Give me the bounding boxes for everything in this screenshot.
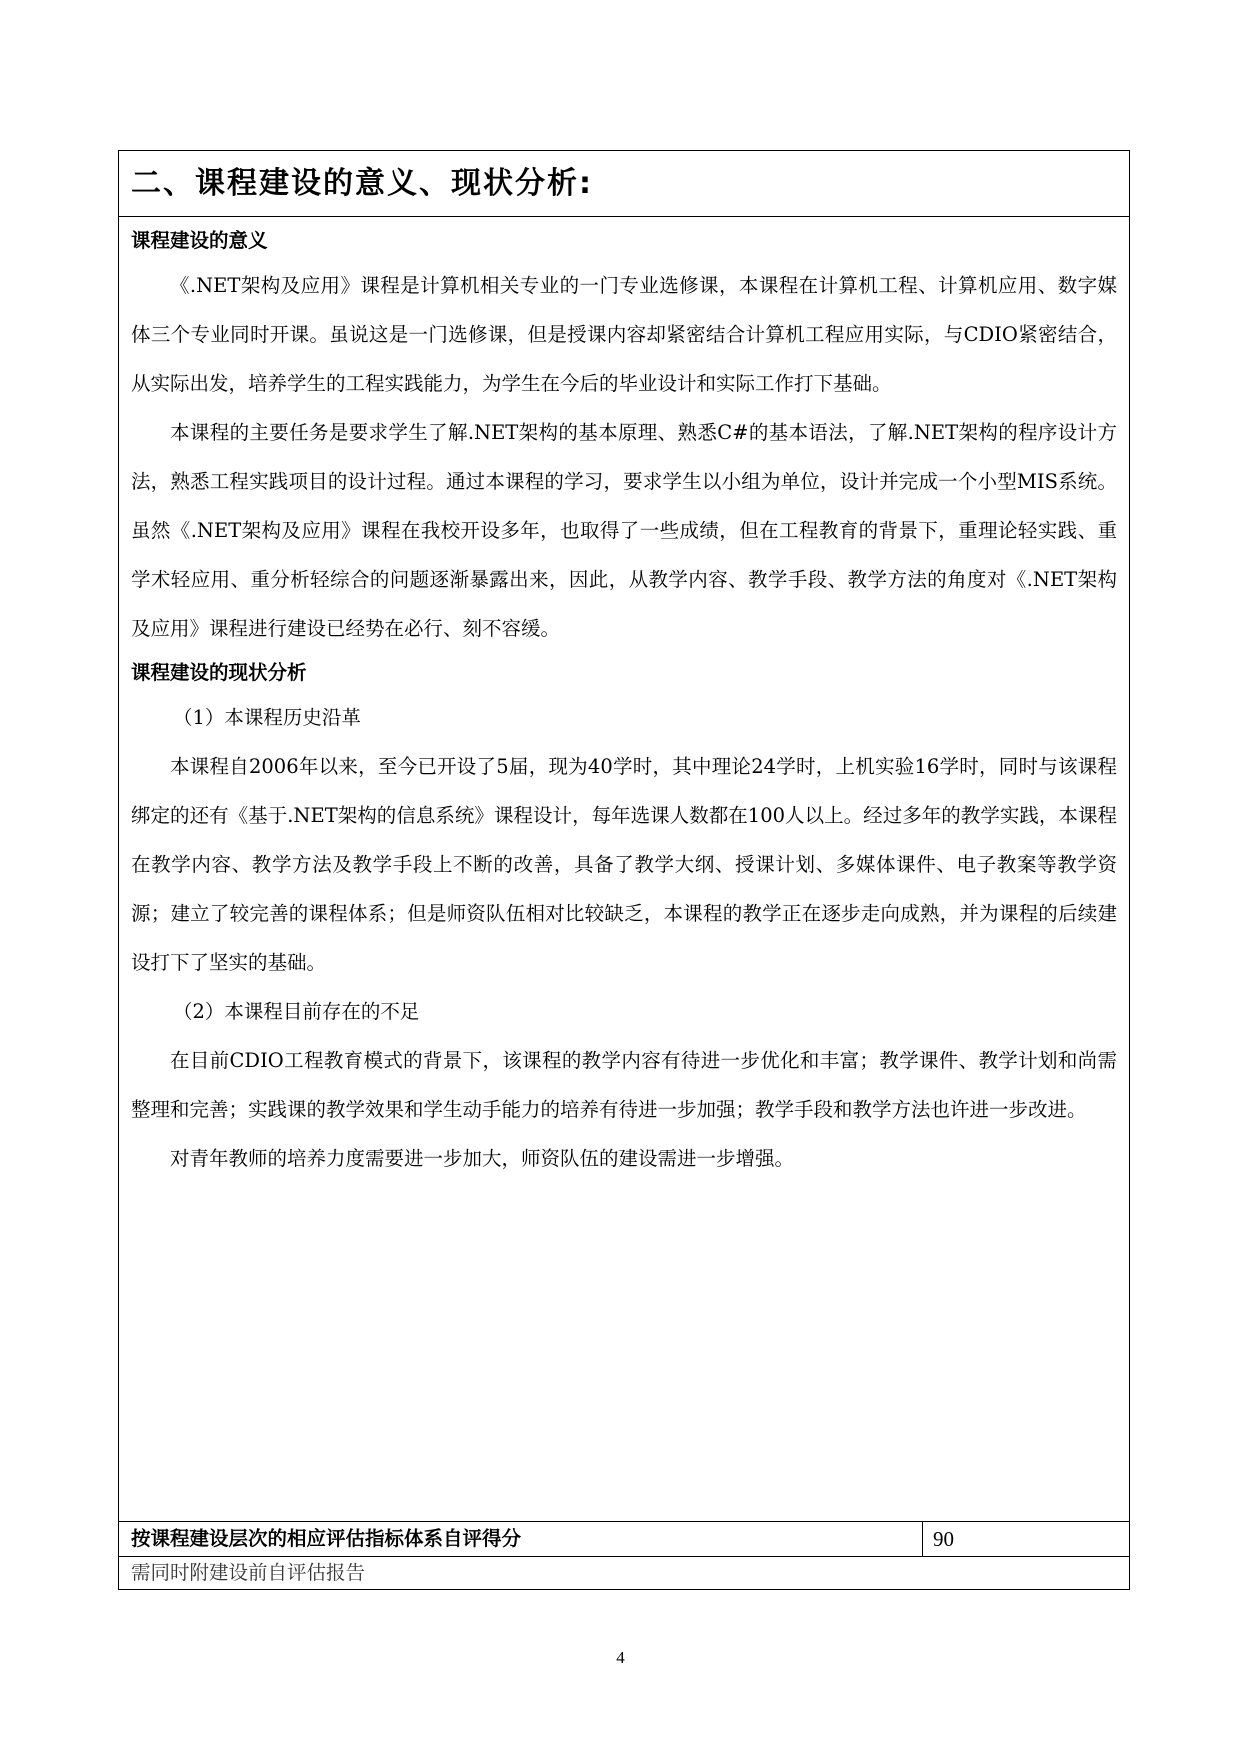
shortcoming-paragraph-2: 对青年教师的培养力度需要进一步加大，师资队伍的建设需进一步增强。 [170,1147,795,1170]
page-number: 4 [616,1648,625,1667]
shortcoming-paragraph-1: 在目前CDIO工程教育模式的背景下，该课程的教学内容有待进一步优化和丰富；教学课件、教学计划和尚需整理和完善；实践课的教学效果和学生动手能力的培养有待进一步加强；教学手段和教学方法也许进一步改进。 [131,1049,1117,1121]
significance-paragraph-2: 本课程的主要任务是要求学生了解.NET架构的基本原理、熟悉C#的基本语法，了解.NET架构的程序设计方法，熟悉工程实践项目的设计过程。通过本课程的学习，要求学生以小组为单位，设计并完成一个小型MIS系统。虽然《.NET架构及应用》课程在我校开设多年，也取得了一些成绩，但在工程教育的背景下，重理论轻实践、重学术轻应用、重分析轻综合的问题逐渐暴露出来，因此，从教学内容、教学手段、教学方法的角度对《.NET架构及应用》课程进行建设已经势在必行、刻不容缓。 [131,421,1117,640]
significance-paragraph-1: 《.NET架构及应用》课程是计算机相关专业的一门专业选修课，本课程在计算机工程、计算机应用、数字媒体三个专业同时开课。虽说这是一门选修课，但是授课内容却紧密结合计算机工程应用实际，与CDIO紧密结合，从实际出发，培养学生的工程实践能力，为学生在今后的毕业设计和实际工作打下基础。 [131,274,1117,395]
content-cell [119,217,1129,1521]
score-label: 按课程建设层次的相应评估指标体系自评得分 [119,1522,923,1556]
attachment-note: 需同时附建设前自评估报告 [131,1561,366,1584]
section-heading: 二、课程建设的意义、现状分析: [119,151,1129,217]
score-value: 90 [933,1527,954,1551]
significance-subheading: 课程建设的意义 [131,229,268,252]
form-table [118,150,1130,1590]
status-subheading: 课程建设的现状分析 [131,661,307,684]
history-paragraph: 本课程自2006年以来，至今已开设了5届，现为40学时，其中理论24学时，上机实验16学时，同时与该课程绑定的还有《基于.NET架构的信息系统》课程设计，每年选课人数都在100人以上。经过多年的教学实践，本课程在教学内容、教学方法及教学手段上不断的改善，具备了教学大纲、授课计划、多媒体课件、电子教案等教学资源；建立了较完善的课程体系；但是师资队伍相对比较缺乏，本课程的教学正在逐步走向成熟，并为课程的后续建设打下了坚实的基础。 [131,755,1117,974]
shortcoming-label: （2）本课程目前存在的不足 [173,1000,420,1023]
score-row [119,1521,1129,1557]
history-label: （1）本课程历史沿革 [173,706,361,729]
